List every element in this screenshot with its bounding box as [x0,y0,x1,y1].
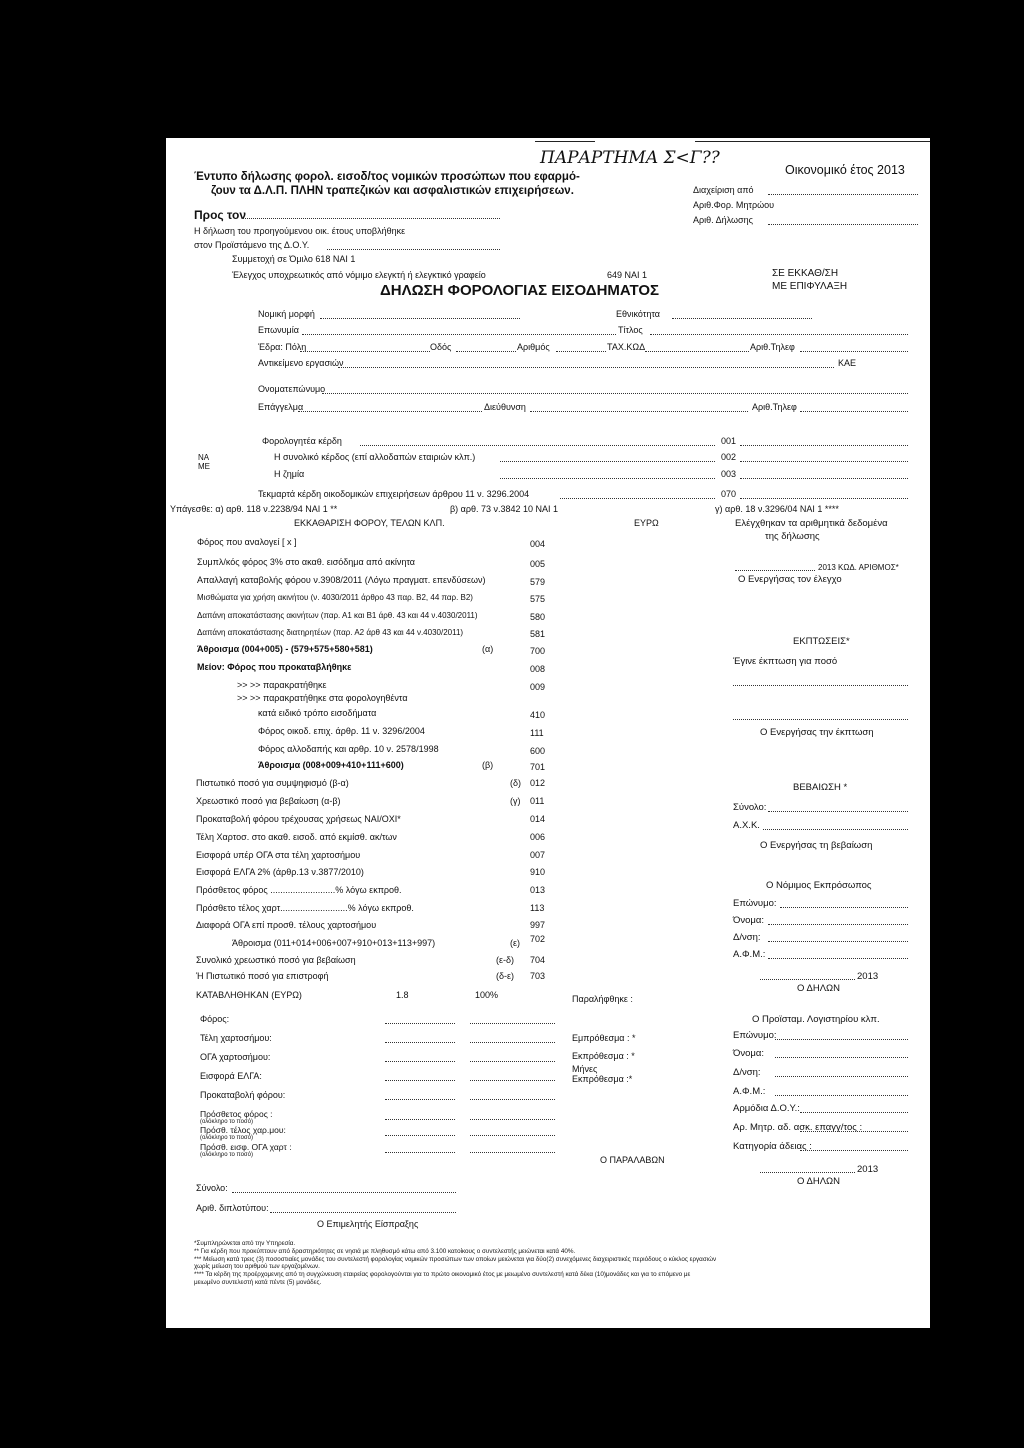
total-row-label: Χρεωστικό ποσό για βεβαίωση (α-β) [196,796,341,806]
payments-total: Σύνολο: [196,1183,228,1193]
control-officer: Ο Ενεργήσας τον έλεγχο [738,574,842,585]
subject-b: β) αρθ. 73 ν.3842 10 ΝΑΙ 1 [450,504,559,514]
clearing-header: ΕΚΚΑΘΑΡΙΣΗ ΦΟΡΟΥ, ΤΕΛΩΝ ΚΛΠ. [294,518,445,528]
clearing-row-label: Άθροισμα (008+009+410+111+600) [258,760,404,770]
field-line [470,1042,555,1043]
phone-label: Αριθ.Τηλεφ [750,342,795,352]
field-line [800,351,908,352]
street-label: Οδός [430,342,452,352]
clearing-row-label: Φόρος οικοδ. επιχ. άρθρ. 11 ν. 3296/2004 [258,726,425,736]
payment-item-label: Πρόσθ. εισφ. ΟΓΑ χαρτ : [200,1142,292,1152]
field-line [320,318,520,319]
total-row-mark: (ε-δ) [496,955,515,965]
payment-item-note: (ολόκληρο το ποσό) [200,1135,253,1141]
receipt-no-label: Αριθ. διπλοτύπου: [196,1203,269,1213]
profit-row-code: 001 [721,436,737,446]
previous-decl-2: στον Προϊστάμενο της Δ.Ο.Υ. [194,240,310,250]
payment-item-label: Πρόσθ. τέλος χαρ.μου: [200,1125,286,1135]
clearing-row-code: 700 [530,646,546,656]
rep-address: Δ/νση: [733,932,761,943]
footnote-line: μειωμένο συντελεστή κατά πέντε (5) μονάδες. [194,1279,322,1286]
received-label: Παραλήφθηκε : [572,994,633,1004]
discounts-header: ΕΚΠΤΩΣΕΙΣ* [793,636,850,647]
clearing-row-code: 600 [530,746,546,756]
field-line [385,1099,455,1100]
field-line [740,461,908,462]
scan-line [535,141,595,142]
total-row-code: 013 [530,885,546,895]
field-line [470,1080,555,1081]
field-line [760,979,855,980]
company-name-label: Επωνυμία [258,325,299,335]
field-line [385,1042,455,1043]
subject-a: Υπάγεσθε: α) αρθ. 118 ν.2238/94 ΝΑΙ 1 ** [170,504,338,514]
total-row-label: Διαφορά ΟΓΑ επί προσθ. τέλους χαρτοσήμου [196,920,377,930]
clearing-row-code: 111 [530,728,544,738]
field-line [775,1076,908,1077]
field-line [500,478,715,479]
profit-row-code: 070 [721,489,737,499]
total-row-code: 007 [530,850,546,860]
field-line [780,907,908,908]
field-line [800,411,908,412]
clearing-row-label: >> >> παρακρατήθηκε [237,680,327,690]
profit-row-label: Η ζημία [274,469,305,479]
seat-label: Έδρα: Πόλη [258,342,307,352]
field-line [672,318,812,319]
payment-item-label: Εισφορά ΕΛΓΑ: [200,1071,262,1081]
total-row-mark: (γ) [510,796,521,806]
field-line [775,1057,908,1058]
payment-item-label: Πρόσθετος φόρος : [200,1109,273,1119]
currency-label: ΕΥΡΩ [634,518,659,528]
clearing-row-mark: (β) [482,760,494,770]
clearing-row-code: 579 [530,577,546,587]
postcode-label: ΤΑΧ.ΚΩΔ [607,342,646,352]
total-row-mark: (δ-ε) [496,971,515,981]
field-line [530,411,748,412]
clearing-row-code: 004 [530,539,546,549]
total-row-code: 702 [530,934,546,944]
clearing-row-label: Μείον: Φόρος που προκαταβλήθηκε [197,662,352,672]
clearing-row-code: 575 [530,594,546,604]
total-row-mark: (ε) [510,938,521,948]
field-line [556,351,606,352]
fiscal-year: Οικονομικό έτος 2013 [785,163,905,177]
side-label: ΝΑ ΜΕ [198,453,210,471]
address-label: Διεύθυνση [484,402,526,412]
clearing-row-label: >> >> παρακρατήθηκε στα φορολογηθέντα [237,693,408,703]
total-row-label: Εισφορά ΕΛΓΑ 2% (άρθρ.13 ν.3877/2010) [196,867,364,877]
payment-item-label: Τέλη χαρτοσήμου: [200,1033,272,1043]
field-line [800,1150,908,1151]
field-line [470,1119,555,1120]
number-label: Αριθμός [517,342,550,352]
total-row-code: 011 [530,796,545,806]
clearing-row-label: Απαλλαγή καταβολής φόρου ν.3908/2011 (Λόγω πραγματ. επενδύσεων) [197,575,486,585]
profit-row-label: Η συνολικό κέρδος (επί αλλοδαπών εταιριών κλπ.) [274,452,476,462]
office-row-label: Κατηγορία άδειας : [733,1141,812,1152]
field-line [560,498,715,499]
total-row-label: Πρόσθετο τέλος χαρτ...........................% λόγω εκπροθ. [196,903,414,913]
field-line [456,351,516,352]
form-title-line2: ζουν τα Δ.Λ.Π. ΠΛΗΝ τραπεζικών και ασφαλιστικών επιχειρήσεων. [211,185,574,197]
clearing-row-label: Φόρος που αναλογεί [ x ] [197,537,297,547]
legal-rep-header: Ο Νόμιμος Εκπρόσωπος [766,880,872,891]
footnote-line: χωρίς μείωση του αριθμού των εργαζομένων. [194,1263,320,1270]
clearing-row-label: Συμπλ/κός φόρος 3% στο ακαθ. εισόδημα από ακίνητα [197,557,415,567]
checked-label-2: της δήλωσης [765,531,820,542]
footnote-line: **** Τα κέρδη της προέρχομενης από τη συγχώνευση εταιρείας φορολογούνται για το πρώτο οικονομικό έτος με μειωμένο συντελεστή κατά δέκα (10)μονάδες και για το επόμενο με [194,1271,691,1278]
field-line [470,1135,555,1136]
cert-officer: Ο Ενεργήσας τη βεβαίωση [760,840,873,851]
year-code-line: 2013 ΚΩΔ. ΑΡΙΘΜΟΣ* [818,563,899,572]
management-label: Διαχείριση από [693,185,754,195]
clearing-row-mark: (α) [482,644,494,654]
field-line [768,194,918,195]
office-row-label: Α.Φ.Μ.: [733,1086,766,1097]
field-line [300,351,430,352]
total-row-label: Συνολικό χρεωστικό ποσό για βεβαίωση [196,955,356,965]
field-line [385,1080,455,1081]
field-line [740,445,908,446]
timely-label: Εμπρόθεσμα : * [572,1033,636,1043]
checked-label: Ελέγχθηκαν τα αριθμητικά δεδομένα [735,518,888,529]
field-line [385,1023,455,1024]
payment-item-label: ΟΓΑ χαρτοσήμου: [200,1052,271,1062]
office-row-label: Αρ. Μητρ. αδ. ασκ. επαγγ/τος : [733,1122,863,1133]
field-line [322,393,908,394]
to-label: Προς τον [194,208,247,222]
payments-header: ΚΑΤΑΒΛΗΘΗΚΑΝ (ΕΥΡΩ) [196,990,302,1000]
field-line [650,334,908,335]
late-label: Εκπρόθεσμα : * [572,1051,635,1061]
office-declarant: Ο ΔΗΛΩΝ [797,1176,841,1187]
total-row-code: 113 [530,903,545,913]
previous-decl-1: Η δήλωση του προηγούμενου οικ. έτους υποβλήθηκε [194,226,406,236]
certification-header: ΒΕΒΑΙΩΣΗ * [793,782,848,793]
payments-pct1: 1.8 [396,990,409,1000]
scan-line [695,141,930,142]
clearing-row-code: 009 [530,682,546,692]
declaration-no-label: Αριθ. Δήλωσης [693,215,753,225]
total-row-code: 703 [530,971,546,981]
field-line [733,719,908,720]
total-row-code: 014 [530,814,546,824]
clearing-row-label: Φόρος αλλοδαπής και αρθρ. 10 ν. 2578/1998 [258,744,439,754]
rep-afm: Α.Φ.Μ.: [733,949,766,960]
profit-row-code: 003 [721,469,737,479]
profession-label: Επάγγελμα [258,402,304,412]
field-line [338,367,834,368]
legal-form-label: Νομική μορφή [258,309,315,319]
main-title: ΔΗΛΩΣΗ ΦΟΡΟΛΟΓΙΑΣ ΕΙΣΟΔΗΜΑΤΟΣ [380,282,660,299]
total-row-label: Άθροισμα (011+014+006+007+910+013+113+997) [232,938,436,948]
field-line [327,249,500,250]
field-line [733,685,908,686]
group-participation: Συμμετοχή σε Όμιλο 618 ΝΑΙ 1 [232,254,356,264]
office-row-label: Επώνυμο: [733,1030,777,1041]
field-line [768,958,908,959]
total-row-mark: (δ) [510,778,522,788]
months-label: Μήνες [572,1064,598,1074]
profit-row-label: Τεκμαρτά κέρδη οικοδομικών επιχειρήσεων άρθρου 11 ν. 3296.2004 [258,489,530,499]
profit-row-label: Φορολογητέα κέρδη [262,436,342,446]
cert-total: Σύνολο: [733,802,767,813]
total-row-code: 012 [530,778,546,788]
office-year: 2013 [857,1164,879,1175]
total-row-label: Πιστωτικό ποσό για συμψηφισμό (β-α) [196,778,349,788]
nationality-label: Εθνικότητα [616,309,660,319]
field-line [735,570,815,571]
payment-item-note: (ολόκληρο το ποσό) [200,1119,253,1125]
audit-label: Έλεγχος υποχρεωτικός από νόμιμο ελεγκτή ή ελεγκτικό γραφείο [232,270,486,280]
field-line [740,498,908,499]
field-line [385,1119,455,1120]
field-line [760,1172,855,1173]
discount-made: Έγινε έκπτωση για ποσό [733,656,838,667]
field-line [385,1061,455,1062]
kae-label: ΚΑΕ [838,358,857,368]
handwritten-note: ΠΑΡΑΡΤΗΜΑ Σ<Γ?? [540,148,720,168]
office-row-label: Δ/νση: [733,1067,761,1078]
field-line [385,1135,455,1136]
activity-label: Αντικείμενο εργασιών [258,358,344,368]
clearing-row-code: 580 [530,612,546,622]
field-line [470,1099,555,1100]
field-line [800,1131,908,1132]
total-row-label: Πρόσθετος φόρος ..........................% λόγω εκπροθ. [196,885,402,895]
field-line [385,1152,455,1153]
field-line [298,411,482,412]
rep-name: Όνομα: [733,915,764,926]
total-row-label: Προκαταβολή φόρου τρέχουσας χρήσεως ΝΑΙ/ΟΧΙ* [196,814,401,824]
clearing-row-label: Μισθώματα για χρήση ακινήτου (ν. 4030/2011 άρθρο 43 παρ. Β2, 44 παρ. Β2) [197,593,473,602]
clearing-row-code: 581 [530,629,546,639]
total-row-code: 910 [530,867,546,877]
title-label: Τίτλος [618,325,643,335]
clearing-row-label: Δαπάνη αποκατάστασης διατηρητέων (παρ. Α2 άρθ 43 και 44 ν.4030/2011) [197,628,464,637]
office-row-label: Όνομα: [733,1048,764,1059]
audit-code: 649 ΝΑΙ 1 [607,270,648,280]
clearing-row-label: Δαπάνη αποκατάστασης ακινήτων (παρ. Α1 και Β1 άρθ. 43 και 44 ν.4030/2011) [197,611,478,620]
field-line [232,1192,456,1193]
profit-row-code: 002 [721,452,737,462]
rep-surname: Επώνυμο: [733,898,777,909]
payment-item-label: Προκαταβολή φόρου: [200,1090,286,1100]
field-line [470,1152,555,1153]
field-line [775,1039,908,1040]
total-row-label: Εισφορά υπέρ ΟΓΑ στα τέλη χαρτοσήμου [196,850,361,860]
phone2-label: Αριθ.Τηλεφ [752,402,797,412]
footnote-line: *** Μείωση κατά τρεις (3) ποσοστιαίες μονάδες του συντελεστή φορολογίας νομικών προσώπων των οποίων μειώνεται για δύο(2) συνεχόμενες διαχειριστικές περιόδους ο κύκλος εργασιών [194,1256,717,1263]
field-line [470,1023,555,1024]
total-row-code: 997 [530,920,546,930]
total-row-code: 006 [530,832,546,842]
clearing-row-code: 008 [530,664,546,674]
rep-declarant: Ο ΔΗΛΩΝ [797,983,841,994]
field-line [500,461,715,462]
field-line [768,941,908,942]
receiver-label: Ο ΠΑΡΑΛΑΒΩΝ [600,1155,665,1165]
field-line [740,478,908,479]
total-row-code: 704 [530,955,546,965]
footnote-line: ** Για κέρδη που προκύπτουν από δραστηριότητες σε νησιά με πληθυσμό κάτω από 3.100 κατοίκους ο συντελεστής μειώνεται κατά 40%. [194,1248,576,1255]
accounting-head: Ο Προϊσταμ. Λογιστηρίου κλπ. [752,1014,880,1025]
late-label-2: Εκπρόθεσμα :* [572,1074,633,1084]
clearing-row-code: 005 [530,559,546,569]
fullname-label: Ονοματεπώνυμο [258,384,326,394]
ekkath-label-2: ΜΕ ΕΠΙΦΥΛΑΞΗ [772,281,848,292]
payment-item-note: (ολόκληρο το ποσό) [200,1152,253,1158]
field-line [768,811,908,812]
payments-pct2: 100% [475,990,499,1000]
registry-label: Αριθ.Φορ. Μητρώου [693,200,775,210]
field-line [645,351,749,352]
field-line [242,218,500,219]
field-line [360,445,715,446]
footnote-line: *Συμπληρώνεται από την Υπηρεσία. [194,1240,296,1247]
total-row-label: Ή Πιστωτικό ποσό για επιστροφή [196,971,329,981]
ekkath-label: ΣΕ ΕΚΚΑΘ/ΣΗ [772,268,839,279]
field-line [768,924,908,925]
discount-officer: Ο Ενεργήσας την έκπτωση [760,727,874,738]
field-line [768,224,918,225]
clearing-row-code: 410 [530,710,546,720]
field-line [775,1095,908,1096]
field-line [800,1112,908,1113]
axk-label: Α.Χ.Κ. [733,820,760,831]
field-line [763,829,908,830]
subject-c: γ) αρθ. 18 ν.3296/04 ΝΑΙ 1 **** [715,504,839,514]
total-row-label: Τέλη Χαρτοσ. στο ακαθ. εισοδ. από εκμίσθ. ακ/των [196,832,397,842]
form-title-line1: Έντυπο δήλωσης φορολ. εισοδ/τος νομικών προσώπων που εφαρμό- [194,171,580,183]
office-row-label: Αρμόδια Δ.Ο.Υ.: [733,1103,800,1114]
clearing-row-code: 701 [530,762,546,772]
payment-item-label: Φόρος: [200,1014,230,1024]
clearing-row-label: κατά ειδικό τρόπο εισοδήματα [258,708,377,718]
field-line [270,1212,456,1213]
field-line [470,1061,555,1062]
rep-year: 2013 [857,971,879,982]
collector-label: Ο Επιμελητής Είσπραξης [317,1219,419,1229]
field-line [302,334,616,335]
clearing-row-label: Άθροισμα (004+005) - (579+575+580+581) [197,644,373,654]
